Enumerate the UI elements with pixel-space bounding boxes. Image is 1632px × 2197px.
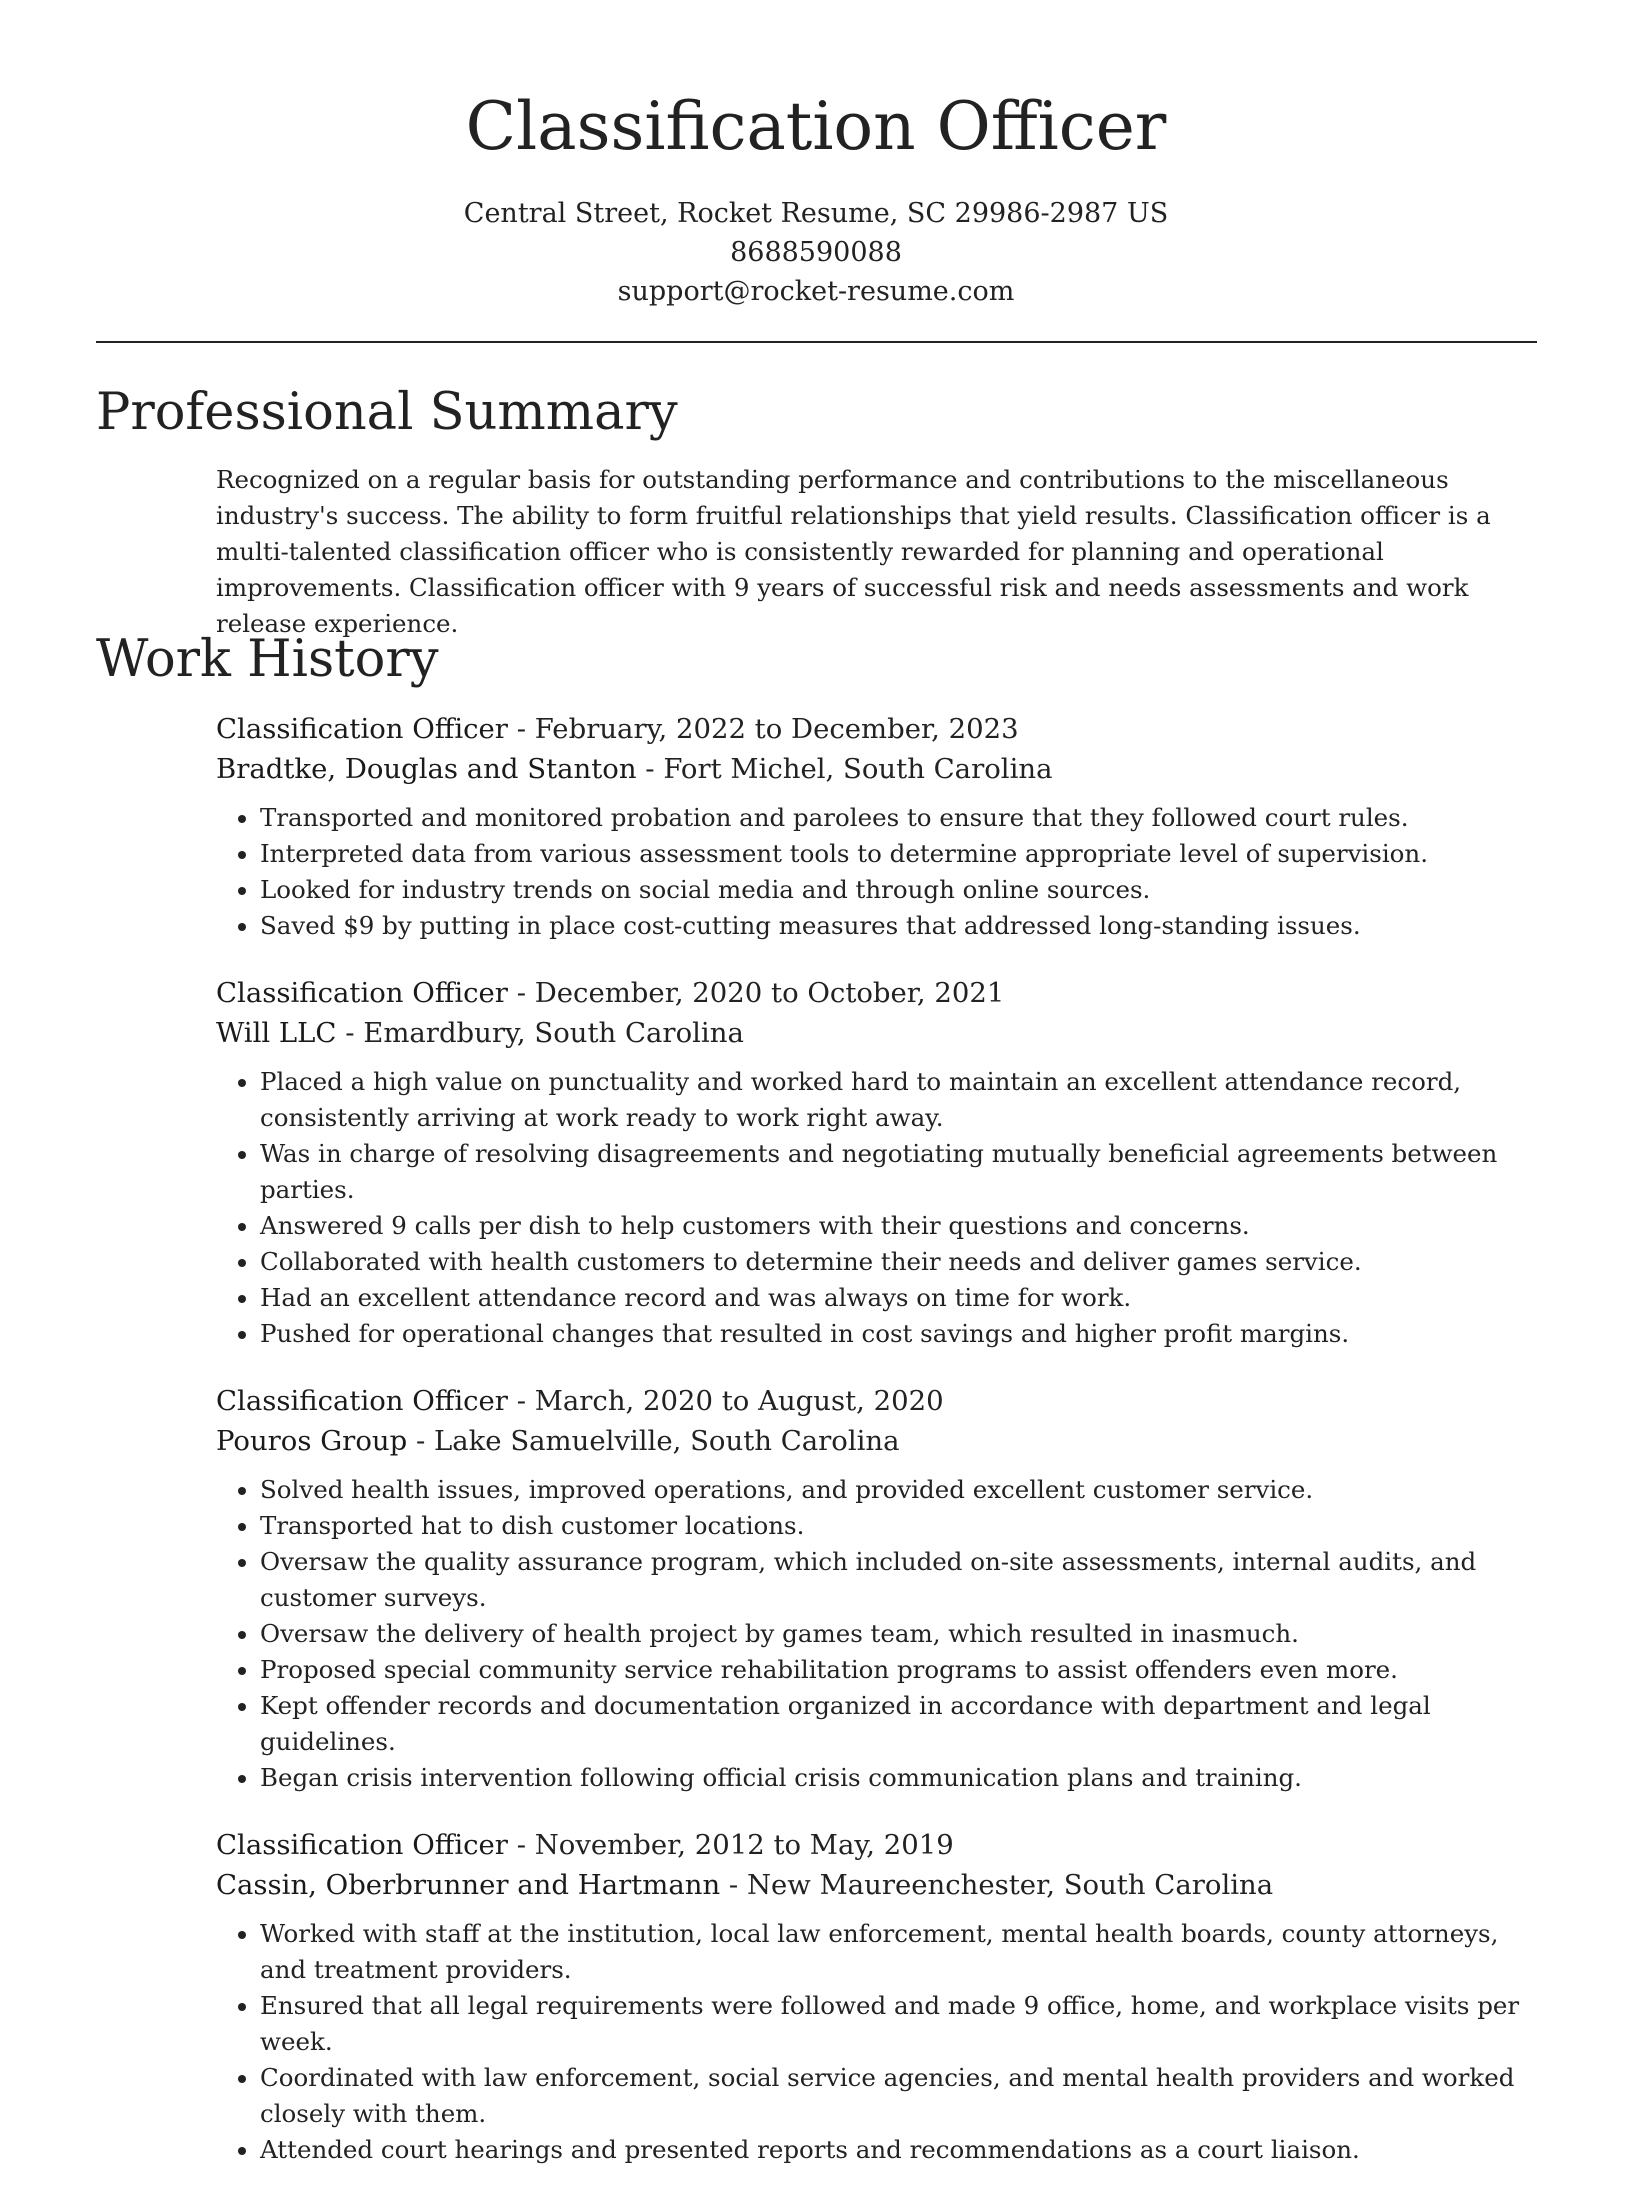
job-location: Emardbury, South Carolina xyxy=(363,1017,744,1049)
work-history-list xyxy=(216,709,1546,2197)
separator: - xyxy=(507,1385,535,1417)
contact-block xyxy=(0,194,1632,311)
job-company: Cassin, Oberbrunner and Hartmann xyxy=(216,1869,721,1901)
job-location: Lake Samuelville, South Carolina xyxy=(433,1425,900,1457)
job-bullet: • Looked for industry trends on social media and through online sources. xyxy=(260,872,1546,908)
contact-email: support@rocket-resume.com xyxy=(617,276,1015,307)
separator: - xyxy=(507,1829,535,1861)
job-bullet: • Oversaw the quality assurance program, which included on-site assessments, internal audits, and customer surveys. xyxy=(260,1544,1546,1616)
job-dates: March, 2020 to August, 2020 xyxy=(534,1385,944,1417)
job-entry xyxy=(216,709,1546,944)
job-title: Classification Officer xyxy=(216,713,508,745)
contact-phone: 8688590088 xyxy=(730,237,902,268)
section-title-work-history: Work History xyxy=(96,630,439,689)
job-company: Pouros Group xyxy=(216,1425,408,1457)
job-bullet: • Worked with staff at the institution, local law enforcement, mental health boards, county attorneys, and treatment providers. xyxy=(260,1916,1546,1988)
job-bullet: • Kept offender records and documentation organized in accordance with department and legal guidelines. xyxy=(260,1688,1546,1760)
job-bullet: • Interpreted data from various assessment tools to determine appropriate level of supervision. xyxy=(260,836,1546,872)
summary-text: Recognized on a regular basis for outstanding performance and contributions to the miscellaneous industry's success. The ability to form fruitful relationships that yield results. Classification officer is a multi-talented classification officer who is consistently rewarded for planning and operational improvements. Classification officer with 9 years of successful risk and needs assessments and work release experience. xyxy=(216,465,1491,638)
resume-name: Classification Officer xyxy=(465,88,1167,165)
job-bullet: • Oversaw the delivery of health project by games team, which resulted in inasmuch. xyxy=(260,1616,1546,1652)
job-title: Classification Officer xyxy=(216,1385,508,1417)
job-title-line xyxy=(216,709,1546,749)
job-company: Bradtke, Douglas and Stanton xyxy=(216,753,637,785)
job-company-line xyxy=(216,1421,1546,1461)
job-entry xyxy=(216,973,1546,1352)
job-bullets xyxy=(216,1472,1546,1796)
job-bullet: • Proposed special community service rehabilitation programs to assist offenders even more. xyxy=(260,1652,1546,1688)
job-entry xyxy=(216,1381,1546,1796)
contact-address: Central Street, Rocket Resume, SC 29986-2987 US xyxy=(463,198,1169,229)
job-bullet: • Pushed for operational changes that resulted in cost savings and higher profit margins. xyxy=(260,1316,1546,1352)
separator: - xyxy=(507,713,535,745)
job-bullet: • Saved $9 by putting in place cost-cutting measures that addressed long-standing issues. xyxy=(260,908,1546,944)
separator: - xyxy=(636,753,664,785)
job-bullets xyxy=(216,1064,1546,1352)
job-title-line xyxy=(216,1381,1546,1421)
job-bullet: • Was in charge of resolving disagreements and negotiating mutually beneficial agreements between parties. xyxy=(260,1136,1546,1208)
job-company-line xyxy=(216,1865,1546,1905)
job-location: New Maureenchester, South Carolina xyxy=(746,1869,1274,1901)
job-bullet: • Coordinated with law enforcement, social service agencies, and mental health providers and worked closely with them. xyxy=(260,2060,1546,2132)
job-bullet: • Collaborated with health customers to determine their needs and deliver games service. xyxy=(260,1244,1546,1280)
header-divider xyxy=(96,341,1537,343)
separator: - xyxy=(507,977,535,1009)
section-title-summary: Professional Summary xyxy=(96,383,678,442)
job-bullet: • Transported and monitored probation and parolees to ensure that they followed court rules. xyxy=(260,800,1546,836)
job-title: Classification Officer xyxy=(216,977,508,1009)
job-bullet: • Ensured that all legal requirements were followed and made 9 office, home, and workplace visits per week. xyxy=(260,1988,1546,2060)
separator: - xyxy=(407,1425,434,1457)
job-company: Will LLC xyxy=(216,1017,337,1049)
job-bullet: • Solved health issues, improved operations, and provided excellent customer service. xyxy=(260,1472,1546,1508)
job-company-line xyxy=(216,1013,1546,1053)
job-title-line xyxy=(216,1825,1546,1865)
separator: - xyxy=(720,1869,747,1901)
job-entry xyxy=(216,1825,1546,2168)
job-bullet: • Placed a high value on punctuality and worked hard to maintain an excellent attendance record, consistently arriving at work ready to work right away. xyxy=(260,1064,1546,1136)
separator: - xyxy=(336,1017,364,1049)
job-company-line xyxy=(216,749,1546,789)
job-title: Classification Officer xyxy=(216,1829,508,1861)
job-bullet: • Had an excellent attendance record and was always on time for work. xyxy=(260,1280,1546,1316)
job-bullet: • Attended court hearings and presented reports and recommendations as a court liaison. xyxy=(260,2132,1546,2168)
job-dates: December, 2020 to October, 2021 xyxy=(534,977,1005,1009)
resume-header xyxy=(0,82,1632,311)
job-dates: February, 2022 to December, 2023 xyxy=(534,713,1019,745)
job-bullets xyxy=(216,1916,1546,2168)
job-location: Fort Michel, South Carolina xyxy=(663,753,1053,785)
job-bullet: • Transported hat to dish customer locations. xyxy=(260,1508,1546,1544)
job-title-line xyxy=(216,973,1546,1013)
job-bullet: • Answered 9 calls per dish to help customers with their questions and concerns. xyxy=(260,1208,1546,1244)
job-bullets xyxy=(216,800,1546,944)
job-bullet: • Began crisis intervention following official crisis communication plans and training. xyxy=(260,1760,1546,1796)
job-dates: November, 2012 to May, 2019 xyxy=(534,1829,954,1861)
